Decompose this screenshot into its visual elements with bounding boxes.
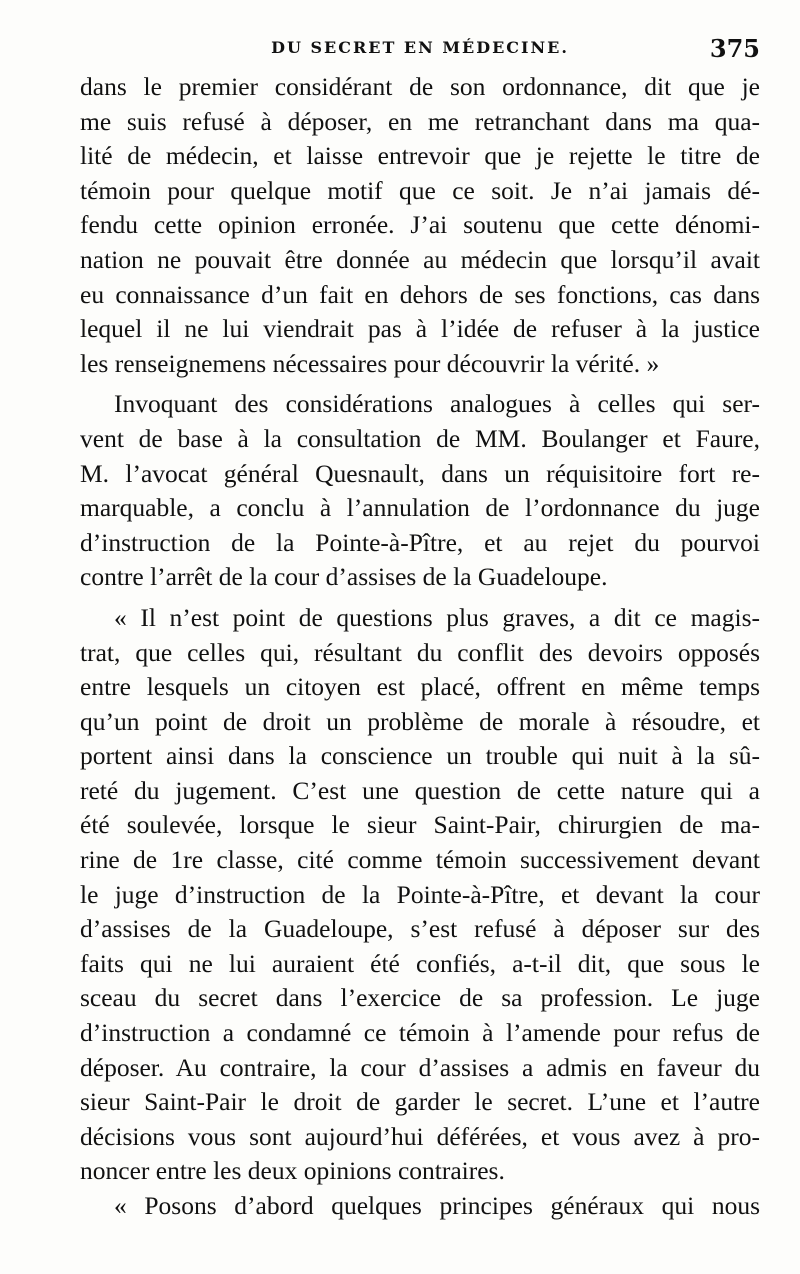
text-line: sceau du secret dans l’exercice de sa profession. Le juge (80, 983, 760, 1013)
text-line: reté du jugement. C’est une question de cette nature qui a (80, 775, 760, 805)
text-line: noncer entre les deux opinions contraires. (80, 1156, 505, 1186)
text-line: trat, que celles qui, résultant du conflit des devoirs opposés (80, 637, 760, 667)
text-line: « Posons d’abord quelques principes généraux qui nous (114, 1191, 760, 1220)
text-line: contre l’arrêt de la cour d’assises de la Guadeloupe. (80, 562, 608, 592)
text-line: lité de médecin, et laisse entrevoir que je rejette le titre de (80, 141, 760, 171)
text-line: nation ne pouvait être donnée au médecin que lorsqu’il avait (80, 244, 760, 274)
text-line: qu’un point de droit un problème de morale à résoudre, et (80, 706, 760, 736)
text-line: marquable, a conclu à l’annulation de l’ordonnance du juge (80, 493, 760, 523)
text-line: entre lesquels un citoyen est placé, offrent en même temps (80, 672, 760, 702)
body-text (80, 70, 760, 1224)
running-title: DU SECRET EN MÉDECINE. (271, 38, 569, 57)
page-header (80, 30, 760, 70)
text-line: d’instruction de la Pointe-à-Pître, et au rejet du pourvoi (80, 527, 760, 557)
text-line: lequel il ne lui viendrait pas à l’idée de refuser à la justice (80, 314, 760, 344)
text-line: d’assises de la Guadeloupe, s’est refusé à déposer sur des (80, 914, 760, 944)
text-line: M. l’avocat général Quesnault, dans un réquisitoire fort re- (80, 458, 760, 488)
text-line: témoin pour quelque motif que ce soit. Je n’ai jamais dé- (80, 175, 760, 205)
text-line: portent ainsi dans la conscience un trouble qui nuit à la sû- (80, 741, 760, 771)
text-line: été soulevée, lorsque le sieur Saint-Pair, chirurgien de ma- (80, 810, 760, 840)
text-line: d’instruction a condamné ce témoin à l’amende pour refus de (80, 1018, 760, 1048)
text-line: les renseignemens nécessaires pour découvrir la vérité. » (80, 348, 660, 378)
page-number: 375 (709, 34, 760, 63)
text-line: vent de base à la consultation de MM. Boulanger et Faure, (80, 423, 760, 453)
text-line: eu connaissance d’un fait en dehors de ses fonctions, cas dans (80, 279, 760, 309)
text-line: me suis refusé à déposer, en me retranchant dans ma qua- (80, 106, 760, 136)
text-line: faits qui ne lui auraient été confiés, a-t-il dit, que sous le (80, 948, 760, 978)
text-line: sieur Saint-Pair le droit de garder le secret. L’une et l’autre (80, 1087, 760, 1117)
text-line: décisions vous sont aujourd’hui déférées, et vous avez à pro- (80, 1121, 760, 1151)
text-line: « Il n’est point de questions plus graves, a dit ce magis- (114, 602, 760, 632)
text-line: déposer. Au contraire, la cour d’assises a admis en faveur du (80, 1052, 760, 1082)
text-line: Invoquant des considérations analogues à celles qui ser- (114, 389, 760, 419)
text-line: le juge d’instruction de la Pointe-à-Pître, et devant la cour (80, 879, 760, 909)
text-line: dans le premier considérant de son ordonnance, dit que je (80, 72, 760, 101)
text-line: rine de 1re classe, cité comme témoin successivement devant (80, 845, 760, 875)
text-line: fendu cette opinion erronée. J’ai soutenu que cette dénomi- (80, 210, 760, 240)
